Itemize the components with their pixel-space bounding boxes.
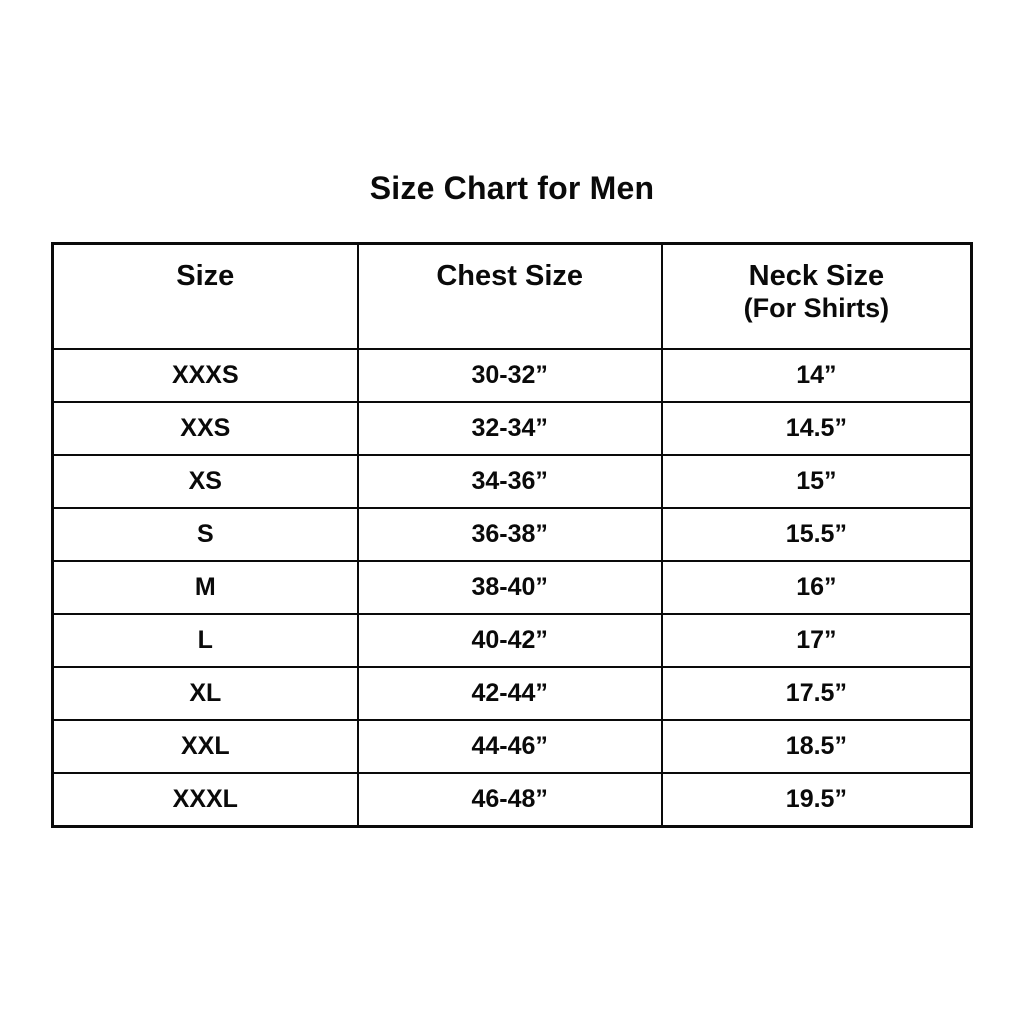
neck-cell: 15.5” [662, 508, 972, 561]
table-row [53, 349, 972, 402]
neck-cell: 16” [662, 561, 972, 614]
size-cell: XXXS [53, 349, 358, 402]
neck-cell: 17” [662, 614, 972, 667]
table-row [53, 508, 972, 561]
page-title: Size Chart for Men [369, 170, 655, 206]
chest-cell: 44-46” [358, 720, 662, 773]
size-chart-table [51, 242, 973, 828]
column-header-neck-size-line2: (For Shirts) [743, 293, 890, 324]
header-row [53, 244, 972, 350]
size-cell: XXXL [53, 773, 358, 827]
size-cell: S [53, 508, 358, 561]
column-header-chest-size: Chest Size [358, 244, 662, 350]
chest-cell: 38-40” [358, 561, 662, 614]
chest-cell: 46-48” [358, 773, 662, 827]
chest-cell: 32-34” [358, 402, 662, 455]
size-cell: L [53, 614, 358, 667]
table-row [53, 402, 972, 455]
table-row [53, 455, 972, 508]
neck-cell: 14.5” [662, 402, 972, 455]
neck-cell: 19.5” [662, 773, 972, 827]
table-row [53, 561, 972, 614]
neck-cell: 17.5” [662, 667, 972, 720]
table-row [53, 720, 972, 773]
chest-cell: 42-44” [358, 667, 662, 720]
table-row [53, 667, 972, 720]
size-cell: XXL [53, 720, 358, 773]
neck-cell: 15” [662, 455, 972, 508]
chest-cell: 36-38” [358, 508, 662, 561]
column-header-neck-size [662, 244, 972, 350]
chest-cell: 30-32” [358, 349, 662, 402]
neck-cell: 18.5” [662, 720, 972, 773]
chest-cell: 34-36” [358, 455, 662, 508]
chest-cell: 40-42” [358, 614, 662, 667]
table-row [53, 773, 972, 827]
size-cell: M [53, 561, 358, 614]
size-cell: XXS [53, 402, 358, 455]
size-cell: XS [53, 455, 358, 508]
column-header-size: Size [53, 244, 358, 350]
table-row [53, 614, 972, 667]
size-cell: XL [53, 667, 358, 720]
column-header-neck-size-line1: Neck Size [748, 260, 885, 292]
neck-cell: 14” [662, 349, 972, 402]
